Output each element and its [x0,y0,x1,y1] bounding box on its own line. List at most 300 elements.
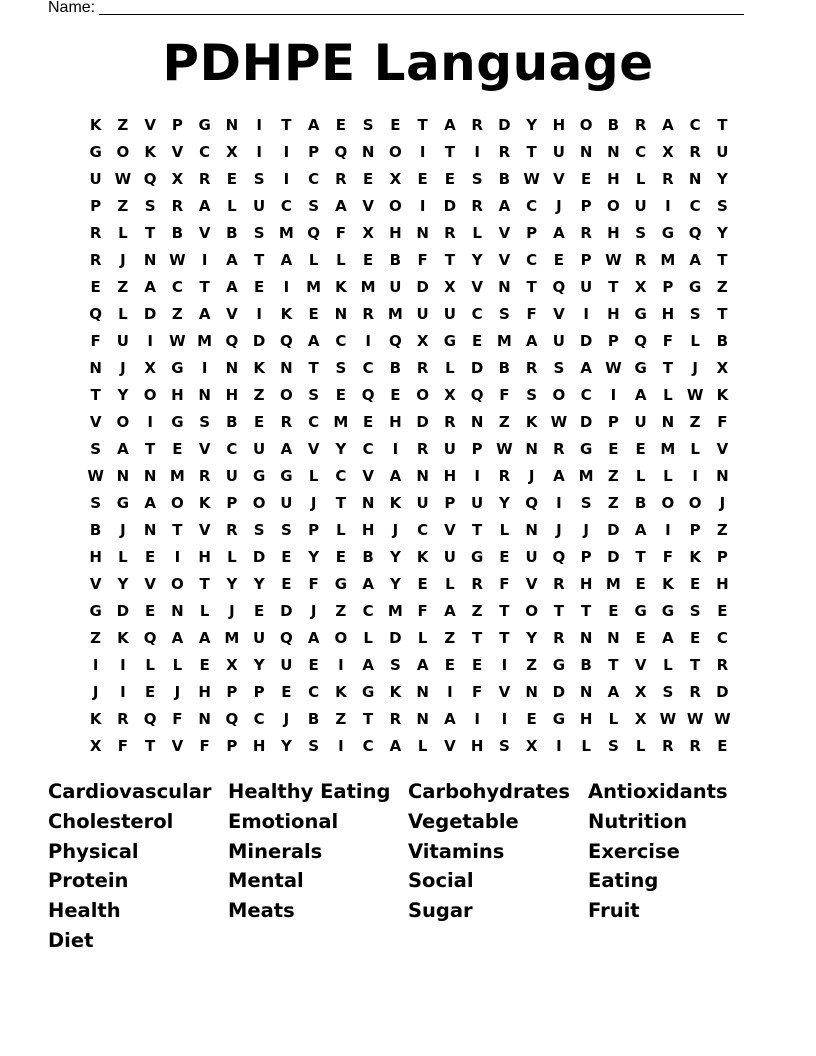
grid-letter: I [256,115,262,134]
grid-letter: C [417,520,429,539]
grid-letter: C [308,682,320,701]
grid-letter: C [689,196,701,215]
word-list-item: Social [408,869,474,893]
grid-letter: X [634,277,647,296]
grid-letter: Y [389,574,401,593]
grid-letter: V [362,466,374,485]
word-list-item: Cholesterol [48,809,174,833]
grid-letter: D [416,412,429,431]
grid-letter: L [635,736,646,755]
grid-letter: L [199,601,210,620]
grid-letter: H [716,574,729,593]
grid-letter: R [471,115,483,134]
grid-letter: P [471,439,483,458]
grid-letter: M [387,304,403,323]
word-list-item: Sugar [408,899,473,923]
grid-letter: N [716,466,729,485]
grid-letter: Q [143,709,157,728]
grid-letter: J [719,493,726,512]
grid-letter: V [171,142,184,161]
grid-letter: H [552,115,566,134]
grid-letter: P [689,520,701,539]
grid-letter: O [334,628,348,647]
grid-letter: W [523,169,540,188]
grid-letter: T [472,628,483,647]
grid-letter: E [553,250,564,269]
grid-letter: P [580,547,592,566]
grid-letter: A [553,466,565,485]
grid-letter: B [226,412,238,431]
grid-letter: O [279,385,293,404]
grid-letter: O [552,385,566,404]
grid-letter: M [169,466,185,485]
grid-letter: D [607,547,620,566]
grid-letter: Z [444,628,456,647]
grid-letter: D [116,601,130,620]
grid-letter: U [443,304,456,323]
grid-letter: T [145,439,156,458]
grid-letter: L [336,250,346,269]
grid-letter: L [472,223,482,242]
grid-letter: D [280,601,293,620]
grid-letter: C [171,277,183,296]
grid-letter: S [689,601,701,620]
grid-letter: J [392,520,399,539]
grid-letter: A [307,115,320,134]
grid-letter: C [526,250,538,269]
grid-letter: P [308,520,320,539]
grid-letter: I [556,493,562,512]
grid-letter: O [116,142,130,161]
grid-letter: H [361,520,375,539]
grid-letter: P [580,250,592,269]
grid-letter: K [117,628,129,647]
grid-letter: V [498,250,511,269]
grid-letter: S [607,736,619,755]
grid-letter: E [335,115,346,134]
grid-letter: T [199,277,210,296]
grid-letter: N [498,277,511,296]
grid-letter: E [717,736,728,755]
grid-letter: X [716,358,729,377]
grid-letter: B [389,250,402,269]
grid-letter: C [335,466,347,485]
grid-letter: L [118,304,128,323]
grid-letter: N [198,709,211,728]
grid-letter: H [607,223,620,242]
grid-letter: X [634,709,647,728]
word-list-item: Healthy Eating [228,780,391,803]
grid-letter: A [198,196,211,215]
grid-letter: N [116,466,130,485]
grid-letter: H [579,709,593,728]
grid-letter: H [389,412,402,431]
grid-letter: X [389,169,402,188]
word-list-item: Vegetable [408,809,519,833]
grid-letter: A [307,331,320,350]
grid-letter: C [280,196,292,215]
grid-letter: R [634,115,647,134]
grid-letter: S [280,520,292,539]
grid-letter: M [197,331,213,350]
grid-letter: M [306,277,322,296]
grid-letter: C [362,601,374,620]
grid-letter: J [310,493,317,512]
grid-letter: Q [552,547,566,566]
grid-letter: T [499,628,510,647]
word-list-item: Minerals [228,839,323,863]
grid-letter: Z [335,709,347,728]
grid-letter: R [171,196,184,215]
grid-letter: G [661,601,675,620]
grid-letter: H [225,385,239,404]
grid-letter: S [335,358,347,377]
grid-letter: E [199,655,210,674]
grid-letter: P [607,412,619,431]
grid-letter: W [550,412,568,431]
grid-letter: E [335,547,346,566]
grid-letter: F [472,682,483,701]
grid-letter: T [608,277,619,296]
grid-letter: U [253,628,266,647]
grid-letter: O [143,385,157,404]
grid-letter: Q [143,628,157,647]
grid-letter: X [171,169,184,188]
grid-letter: E [390,115,401,134]
grid-letter: U [634,196,647,215]
grid-letter: Q [634,331,647,350]
grid-letter: E [390,385,401,404]
grid-letter: J [283,709,290,728]
grid-letter: A [362,574,374,593]
grid-letter: A [226,250,238,269]
grid-letter: S [253,223,265,242]
grid-letter: W [714,709,731,728]
grid-letter: V [471,277,483,296]
grid-letter: N [143,250,157,269]
word-list-item: Cardiovascular [48,780,212,803]
grid-letter: F [90,331,101,350]
grid-letter: B [716,331,729,350]
grid-letter: T [717,304,728,323]
grid-letter: G [470,547,484,566]
grid-letter: P [226,682,238,701]
grid-letter: J [692,358,698,377]
grid-letter: T [608,655,619,674]
word-list-item: Health [48,899,121,923]
grid-letter: I [610,385,617,404]
grid-letter: N [89,358,102,377]
grid-letter: B [226,223,238,242]
grid-letter: J [556,520,562,539]
grid-letter: L [145,655,155,674]
grid-letter: N [171,601,184,620]
grid-letter: I [392,439,399,458]
grid-letter: M [224,628,240,647]
grid-letter: E [417,169,428,188]
grid-letter: V [716,439,729,458]
grid-letter: S [716,196,728,215]
grid-letter: E [417,574,428,593]
grid-letter: I [283,169,290,188]
grid-letter: I [474,709,480,728]
grid-letter: A [662,115,674,134]
grid-letter: X [525,736,538,755]
grid-letter: B [580,655,592,674]
grid-letter: B [362,547,374,566]
grid-letter: Z [117,115,129,134]
grid-letter: G [361,682,375,701]
grid-letter: T [444,142,455,161]
grid-letter: Y [253,574,265,593]
grid-letter: W [686,385,704,404]
grid-letter: B [171,223,184,242]
grid-letter: K [198,493,211,512]
grid-letter: J [528,466,535,485]
grid-letter: Z [498,412,510,431]
grid-letter: E [90,277,101,296]
grid-letter: G [280,466,293,485]
grid-letter: S [308,736,320,755]
grid-letter: V [444,736,456,755]
grid-letter: S [389,655,401,674]
grid-letter: H [198,682,211,701]
grid-letter: R [444,412,456,431]
grid-letter: A [634,385,647,404]
grid-letter: D [443,196,457,215]
grid-letter: D [389,628,402,647]
grid-letter: E [581,169,592,188]
grid-letter: N [280,358,293,377]
grid-letter: E [281,682,292,701]
grid-letter: L [663,655,673,674]
grid-letter: L [499,520,510,539]
grid-letter: E [145,601,156,620]
grid-letter: O [116,412,130,431]
grid-letter: V [553,169,565,188]
grid-letter: N [225,115,239,134]
grid-letter: P [308,142,320,161]
grid-letter: K [89,709,102,728]
grid-letter: E [444,655,455,674]
grid-letter: I [338,736,344,755]
grid-letter: T [581,601,592,620]
grid-letter: M [605,574,621,593]
grid-letter: D [579,331,593,350]
grid-letter: P [580,196,592,215]
grid-letter: R [553,439,565,458]
grid-letter: E [363,250,374,269]
grid-letter: N [525,682,538,701]
grid-letter: U [416,493,429,512]
grid-letter: E [608,439,619,458]
grid-letter: V [362,196,374,215]
grid-letter: Z [90,628,102,647]
grid-letter: R [226,520,238,539]
grid-letter: F [117,736,128,755]
grid-letter: R [117,709,129,728]
grid-letter: I [256,304,262,323]
grid-letter: G [171,412,184,431]
grid-letter: I [147,331,153,350]
grid-letter: I [419,142,426,161]
grid-letter: I [474,466,480,485]
grid-letter: Y [389,547,401,566]
grid-letter: V [226,304,238,323]
grid-letter: K [525,412,538,431]
grid-letter: S [308,385,320,404]
grid-letter: A [226,277,238,296]
grid-letter: Q [334,142,348,161]
grid-letter: V [498,682,511,701]
grid-letter: L [227,196,237,215]
word-list [48,777,768,956]
grid-letter: N [661,412,675,431]
word-list-item: Emotional [228,809,339,833]
grid-letter: I [474,142,480,161]
grid-letter: S [498,304,510,323]
grid-letter: A [117,439,129,458]
grid-letter: L [336,520,346,539]
grid-letter: K [716,385,729,404]
grid-letter: G [552,709,566,728]
grid-letter: L [581,736,591,755]
grid-letter: R [716,655,729,674]
grid-letter: I [501,709,508,728]
grid-letter: A [525,331,538,350]
grid-letter: E [499,547,510,566]
grid-letter: L [417,628,428,647]
grid-letter: H [661,304,675,323]
grid-letter: L [118,547,128,566]
grid-letter: O [388,142,402,161]
grid-letter: Y [526,115,538,134]
grid-letter: R [553,628,565,647]
grid-letter: K [389,682,402,701]
grid-letter: P [662,277,674,296]
grid-letter: F [717,412,728,431]
name-field[interactable] [48,0,744,18]
grid-letter: E [690,628,701,647]
grid-letter: I [556,736,562,755]
grid-letter: S [471,169,483,188]
grid-letter: S [90,493,102,512]
grid-letter: O [688,493,702,512]
grid-letter: Z [117,196,129,215]
grid-letter: W [496,439,513,458]
grid-letter: A [144,493,156,512]
grid-letter: C [308,412,320,431]
grid-letter: G [334,574,348,593]
grid-letter: T [472,520,483,539]
grid-letter: F [499,385,510,404]
grid-letter: Q [525,493,538,512]
grid-letter: U [116,331,129,350]
grid-letter: R [89,250,102,269]
grid-letter: L [635,169,646,188]
grid-letter: W [659,709,677,728]
grid-letter: R [525,358,538,377]
grid-letter: R [662,736,674,755]
grid-letter: H [443,466,457,485]
grid-letter: V [444,520,456,539]
grid-letter: L [690,331,700,350]
grid-letter: E [335,385,346,404]
grid-letter: M [387,601,403,620]
grid-letter: T [690,655,701,674]
word-list-item: Fruit [588,899,640,923]
grid-letter: F [526,304,537,323]
grid-letter: H [198,547,211,566]
grid-letter: R [416,439,429,458]
grid-letter: Z [607,466,619,485]
grid-letter: I [201,250,208,269]
grid-letter: W [686,709,704,728]
grid-letter: M [578,466,594,485]
name-underline[interactable] [99,14,744,15]
grid-letter: Z [716,520,728,539]
grid-letter: U [253,196,266,215]
grid-letter: T [444,250,455,269]
grid-letter: U [443,547,456,566]
grid-letter: E [254,277,265,296]
grid-letter: E [172,439,183,458]
grid-letter: S [253,169,265,188]
grid-letter: I [147,412,153,431]
grid-letter: C [526,196,538,215]
grid-letter: H [389,223,402,242]
grid-letter: L [608,709,619,728]
grid-letter: C [362,358,374,377]
grid-letter: Y [498,493,510,512]
grid-letter: S [90,439,102,458]
grid-letter: P [716,547,728,566]
grid-letter: R [89,223,102,242]
grid-letter: O [252,493,266,512]
grid-letter: U [389,277,402,296]
grid-letter: G [116,493,130,512]
grid-letter: P [171,115,183,134]
grid-letter: U [280,655,293,674]
grid-letter: D [607,520,620,539]
grid-letter: B [89,520,102,539]
grid-letter: B [498,169,511,188]
grid-letter: K [280,304,293,323]
grid-letter: X [226,655,238,674]
grid-letter: A [634,520,647,539]
grid-letter: Y [716,169,728,188]
grid-letter: V [553,304,565,323]
grid-letter: P [607,331,619,350]
grid-letter: Q [89,304,102,323]
grid-letter: M [660,250,676,269]
grid-letter: R [471,574,483,593]
grid-letter: Z [607,493,619,512]
grid-letter: P [444,493,456,512]
grid-letter: G [443,331,457,350]
grid-letter: P [526,223,538,242]
grid-letter: L [227,547,237,566]
grid-letter: H [171,385,184,404]
grid-letter: F [308,574,319,593]
grid-letter: U [716,142,729,161]
grid-letter: P [90,196,102,215]
grid-letter: E [690,574,701,593]
grid-letter: U [552,142,565,161]
grid-letter: P [226,493,238,512]
grid-letter: N [361,493,375,512]
grid-letter: U [552,331,565,350]
